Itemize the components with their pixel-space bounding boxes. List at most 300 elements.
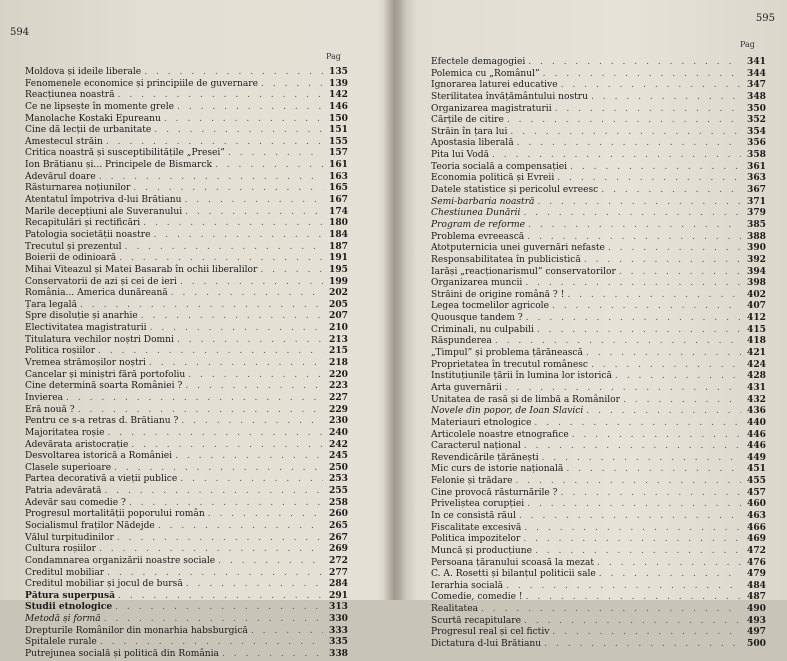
toc-entry-title: Revendicările țărănești [431,452,539,463]
toc-entry-page: 440 [747,416,766,428]
toc-entry [431,266,766,278]
dot-leader [66,393,323,405]
toc-entry-page: 215 [329,345,348,357]
dot-leader [143,218,323,230]
toc-entry-page: 367 [747,184,766,196]
toc-entry-title: Studii etnologice [25,601,113,613]
dot-leader [555,104,741,116]
toc-entry [431,161,766,173]
toc-entry-title: Datele statistice și pericolul evreesc [431,185,599,196]
toc-entry-title: România... America dunăreană [25,288,168,299]
toc-entry-title: Muncă și producțiune [431,545,532,556]
dot-leader [141,311,323,323]
dot-leader [175,451,323,463]
toc-entry-title: Problema evreească [431,231,525,242]
dot-leader [523,208,741,220]
toc-entry [431,417,766,429]
toc-entry-title: Creditul mobiliar [25,567,105,578]
toc-entry-title: Străini de origine română ? ! [431,289,565,300]
toc-entry-title: Economia politică și Evreii [431,173,555,184]
dot-leader [108,428,324,440]
toc-entry-title: Organizarea muncii [431,278,523,289]
toc-entry-page: 135 [329,66,348,77]
toc-entry-page: 223 [329,380,348,392]
toc-entry-title: Materiauri etnologice [431,417,532,428]
toc-entry [431,510,766,522]
dot-leader [218,556,323,568]
toc-entry [431,498,766,510]
toc-entry-title: Adevărul doare [25,171,96,182]
dot-leader [591,92,741,104]
toc-entry [25,578,348,590]
toc-entry-page: 500 [747,638,766,650]
toc-entry-title: Străin în țara lui [431,126,508,137]
dot-leader [619,267,741,279]
toc-entry-page: 220 [329,368,348,380]
toc-entry [431,300,766,312]
dot-leader [100,637,323,649]
dot-leader [80,300,323,312]
toc-entry [431,91,766,103]
dot-leader [584,255,741,267]
toc-entry-title: Atentatul împotriva d-lui Brătianu [25,195,182,206]
toc-entry [431,231,766,243]
toc-entry-page: 330 [329,613,348,625]
dot-leader [597,558,741,570]
dot-leader [98,346,323,358]
toc-entry-title: Polemica cu „Românul” [431,68,540,79]
toc-entry [25,636,348,648]
toc-entry-page: 347 [747,79,766,91]
toc-entry-page: 371 [747,195,766,207]
toc-entry-title: Program de reforme [431,219,526,230]
dot-leader [114,463,323,475]
toc-entry [25,520,348,532]
toc-entry-title: Caracterul național [431,441,521,452]
dot-leader [188,370,323,382]
toc-entry-title: Responsabilitatea în publicistică [431,254,581,265]
toc-entry-page: 388 [747,230,766,242]
dot-leader [177,102,323,114]
dot-leader [251,626,323,638]
toc-entry-page: 497 [747,626,766,638]
dot-leader [150,323,323,335]
toc-entry-title: Electivitatea magistraturii [25,323,147,334]
dot-leader [544,639,741,651]
toc-entry-page: 174 [329,205,348,217]
toc-entry-page: 436 [747,405,766,417]
dot-leader [185,381,323,393]
toc-entry-title: Spre disoluție și anarhie [25,311,138,322]
toc-entry-page: 463 [747,509,766,521]
dot-leader [586,348,741,360]
toc-entry [25,113,348,125]
toc-entry [431,359,766,371]
dot-leader [186,579,323,591]
dot-leader [107,568,323,580]
toc-entry [431,626,766,638]
toc-entry-title: Ierarhia socială [431,580,504,591]
toc-entry-page: 180 [329,217,348,229]
toc-entry-page: 333 [329,624,348,636]
toc-entry-page: 460 [747,498,766,510]
toc-entry-page: 363 [747,172,766,184]
toc-entry-page: 361 [747,160,766,172]
toc-entry-page: 242 [329,438,348,450]
toc-entry-page: 146 [329,100,348,112]
dot-leader [153,230,323,242]
toc-entry-title: Putrejunea socială și politică din România [25,649,219,660]
toc-entry [25,66,348,78]
dot-leader [117,533,323,545]
dot-leader [125,242,323,254]
toc-entry [25,182,348,194]
toc-entry-page: 240 [329,426,348,438]
toc-entry [25,345,348,357]
toc-entry-title: Progresul real și cel fictiv [431,627,550,638]
toc-entry-title: Metodă și formă [25,614,101,625]
right-page [397,0,787,650]
toc-entry-title: Chestiunea Dunării [431,208,521,219]
page-column-label: Pag [326,52,341,61]
toc-entry-title: Politica impozitelor [431,534,521,545]
toc-entry [431,254,766,266]
toc-entry-title: Marile decepțiuni ale Suveranului [25,206,183,217]
toc-entry [25,217,348,229]
dot-leader [566,464,741,476]
dot-leader [552,627,741,639]
toc-entry [25,78,348,90]
toc-entry-title: Adevăr sau comedie ? [25,497,126,508]
toc-entry [431,615,766,627]
toc-entry [25,462,348,474]
toc-entry-title: Articolele noastre etnografice [431,429,569,440]
toc-entry [25,194,348,206]
dot-leader [180,474,323,486]
toc-entry-title: Arta guvernării [431,382,502,393]
toc-entry [25,334,348,346]
toc-entry-page: 335 [329,636,348,648]
toc-entry [25,124,348,136]
toc-entry-page: 446 [747,428,766,440]
toc-entry-page: 165 [329,182,348,194]
toc-entry [431,312,766,324]
toc-entry [431,242,766,254]
toc-entry-title: Criminali, nu culpabili [431,324,534,335]
toc-entry-title: Cancelar și miniștri fără portofoliu [25,369,186,380]
dot-leader [506,581,741,593]
dot-leader [215,160,323,172]
toc-entry-title: Fenomenele economice și principiile de guvernare [25,78,258,89]
toc-entry [25,299,348,311]
toc-entry-title: Progresul mortalității poporului român [25,509,205,520]
toc-entry [25,241,348,253]
toc-entry-title: Partea decorativă a vieții publice [25,474,178,485]
toc-entry-page: 163 [329,170,348,182]
dot-leader [505,383,741,395]
toc-entry-page: 402 [747,288,766,300]
toc-entry-page: 250 [329,461,348,473]
dot-leader [510,127,741,139]
dot-leader [129,498,323,510]
toc-entry [25,439,348,451]
dot-leader [537,325,741,337]
toc-entry-title: Clasele superioare [25,462,112,473]
toc-entry-title: Trecutul și prezentul [25,241,122,252]
dot-leader [526,592,741,604]
toc-entry-page: 195 [329,263,348,275]
toc-entry-page: 385 [747,218,766,230]
toc-entry [431,557,766,569]
toc-entry-title: Răspunderea [431,336,492,347]
toc-entry-title: Priveliștea corupției [431,499,525,510]
toc-entry-page: 484 [747,579,766,591]
toc-entry-title: Semi-barbaria noastră [431,196,535,207]
toc-entry-title: Ion Brătianu și... Principele de Bismarck [25,160,212,171]
toc-entry [431,103,766,115]
dot-leader [524,616,741,628]
toc-entry-page: 258 [329,496,348,508]
dot-leader [171,288,323,300]
toc-entry-title: Proprietatea în trecutul românesc [431,359,588,370]
toc-entry-title: Patria adevărată [25,486,102,497]
table-of-contents [25,66,348,660]
toc-entry-page: 358 [747,149,766,161]
toc-entry-title: Novele din popor, de Ioan Slavici [431,406,584,417]
toc-entry [431,79,766,91]
toc-entry-title: Scurtă recapitulare [431,615,522,626]
toc-entry [431,429,766,441]
toc-entry-title: Socialismul fraților Nădejde [25,520,155,531]
toc-entry-page: 184 [329,228,348,240]
toc-entry [25,229,348,241]
toc-entry [25,613,348,625]
toc-entry [25,625,348,637]
toc-entry [431,347,766,359]
dot-leader [552,301,741,313]
toc-entry [431,463,766,475]
toc-entry-title: Mihai Viteazul și Matei Basarab în ochii liberalilor [25,264,258,275]
toc-entry-page: 350 [747,102,766,114]
dot-leader [131,440,323,452]
toc-entry-page: 354 [747,125,766,137]
toc-entry [25,322,348,334]
toc-entry-page: 187 [329,240,348,252]
dot-leader [481,604,741,616]
toc-entry-page: 455 [747,475,766,487]
dot-leader [542,453,741,465]
dot-leader [537,197,741,209]
dot-leader [586,406,741,418]
toc-entry-title: Cine dă lecții de urbanitate [25,125,152,136]
toc-entry [431,603,766,615]
toc-entry-title: Realitatea [431,604,479,615]
dot-leader [177,335,323,347]
toc-entry-title: In ce consistă răul [431,510,516,521]
dot-leader [570,162,741,174]
dot-leader [567,290,741,302]
toc-entry [25,171,348,183]
toc-entry [25,264,348,276]
dot-leader [524,523,741,535]
toc-entry-page: 218 [329,357,348,369]
dot-leader [99,544,323,556]
dot-leader [495,336,741,348]
toc-entry [431,568,766,580]
dot-leader [144,67,323,79]
toc-entry-page: 207 [329,310,348,322]
toc-entry-page: 418 [747,335,766,347]
toc-entry-page: 431 [747,381,766,393]
toc-entry [431,545,766,557]
toc-entry-page: 415 [747,323,766,335]
toc-entry-page: 457 [747,486,766,498]
toc-entry [25,147,348,159]
toc-entry [25,159,348,171]
dot-leader [557,173,741,185]
toc-entry-page: 269 [329,543,348,555]
dot-leader [119,253,323,265]
dot-leader [543,69,741,81]
toc-entry [25,206,348,218]
dot-leader [106,137,323,149]
toc-entry [25,136,348,148]
toc-entry-title: Felonie și trădare [431,476,513,487]
toc-entry-title: Moldova și ideile liberale [25,67,142,77]
toc-entry-page: 227 [329,391,348,403]
toc-entry [431,452,766,464]
toc-entry-title: Critica noastră și susceptibilitățile „Presei” [25,148,225,159]
toc-entry-title: Ce ne lipsește în momente grele [25,101,175,112]
toc-entry-title: Efectele demagogiei [431,57,526,67]
toc-entry [25,380,348,392]
dot-leader [526,313,741,325]
toc-entry-page: 356 [747,137,766,149]
toc-entry-page: 313 [329,601,348,613]
toc-entry-page: 472 [747,544,766,556]
toc-entry-title: Teoria socială a compensației [431,161,568,172]
toc-entry-title: Recapitulări și rectificări [25,218,141,229]
dot-leader [524,441,741,453]
toc-entry [431,289,766,301]
toc-entry [25,543,348,555]
toc-entry [431,533,766,545]
page-number: 595 [755,13,775,24]
toc-entry [25,532,348,544]
toc-entry-page: 245 [329,450,348,462]
dot-leader [181,416,323,428]
toc-entry [25,404,348,416]
toc-entry [431,580,766,592]
dot-leader [591,360,741,372]
dot-leader [149,358,323,370]
dot-leader [158,521,323,533]
toc-entry [25,252,348,264]
toc-entry-title: C. A. Rosetti și bilanțul politicii sale [431,569,596,580]
toc-entry-title: Atotputernicia unei guvernări nefaste [431,243,605,254]
toc-entry-title: Legea tocmelilor agricole [431,301,549,312]
toc-entry-title: Creditul mobiliar și jocul de bursă [25,579,183,590]
toc-entry-page: 432 [747,393,766,405]
toc-entry-page: 142 [329,89,348,101]
toc-entry [431,475,766,487]
toc-entry-page: 348 [747,90,766,102]
dot-leader [528,220,741,232]
toc-entry-title: Patologia societății noastre [25,229,151,240]
toc-entry-title: Pentru ce s-a retras d. Brătianu ? [25,416,179,427]
toc-entry-page: 205 [329,298,348,310]
toc-entry [25,555,348,567]
dot-leader [118,591,323,603]
toc-entry-title: Cultura roșiilor [25,544,96,555]
dot-leader [561,80,741,92]
dot-leader [561,488,741,500]
toc-entry-page: 352 [747,114,766,126]
toc-entry-title: Cine determină soarta României ? [25,381,183,392]
toc-entry [431,207,766,219]
dot-leader [525,278,741,290]
toc-entry-page: 344 [747,67,766,79]
toc-entry [25,508,348,520]
toc-entry [431,184,766,196]
page-number: 594 [10,27,30,38]
toc-entry-title: Dictatura d-lui Brătianu [431,639,542,650]
toc-entry [431,219,766,231]
toc-entry-title: Organizarea magistraturii [431,103,552,114]
toc-entry-page: 291 [329,589,348,601]
toc-entry-title: Fiscalitate excesivă [431,522,522,533]
toc-entry-title: Persoana țăranului scoasă la mezat [431,557,595,568]
toc-entry [25,450,348,462]
dot-leader [78,405,323,417]
toc-entry-page: 469 [747,533,766,545]
toc-entry [431,126,766,138]
toc-entry-title: Țara legală [25,299,78,310]
toc-entry [431,335,766,347]
toc-entry-page: 265 [329,519,348,531]
toc-entry [431,405,766,417]
dot-leader [527,499,741,511]
toc-entry-title: Adevărata aristocrație [25,439,129,450]
toc-entry [431,324,766,336]
toc-entry-title: Condamnarea organizării noastre sociale [25,555,216,566]
dot-leader [180,277,323,289]
toc-entry-title: Sterilitatea învățământului nostru [431,91,588,102]
toc-entry-title: „Timpul” și problema țărănească [431,348,583,359]
dot-leader [118,90,323,102]
toc-entry [25,101,348,113]
dot-leader [527,232,741,244]
left-page [0,0,393,660]
toc-entry-title: Pita lui Vodă [431,150,490,161]
dot-leader [104,614,323,626]
toc-entry [25,427,348,439]
toc-entry [431,137,766,149]
toc-entry [431,487,766,499]
toc-entry-title: Invierea [25,392,64,403]
toc-entry [431,591,766,603]
toc-entry-title: Unitatea de rasă și de limbă a Românilor [431,394,621,405]
toc-entry [431,277,766,289]
toc-entry-page: 476 [747,556,766,568]
toc-entry-page: 229 [329,403,348,415]
toc-entry [25,369,348,381]
toc-entry [25,601,348,613]
dot-leader [261,79,323,91]
toc-entry-title: Cărțile de citire [431,115,504,126]
toc-entry [431,522,766,534]
toc-entry-page: 338 [329,648,348,660]
